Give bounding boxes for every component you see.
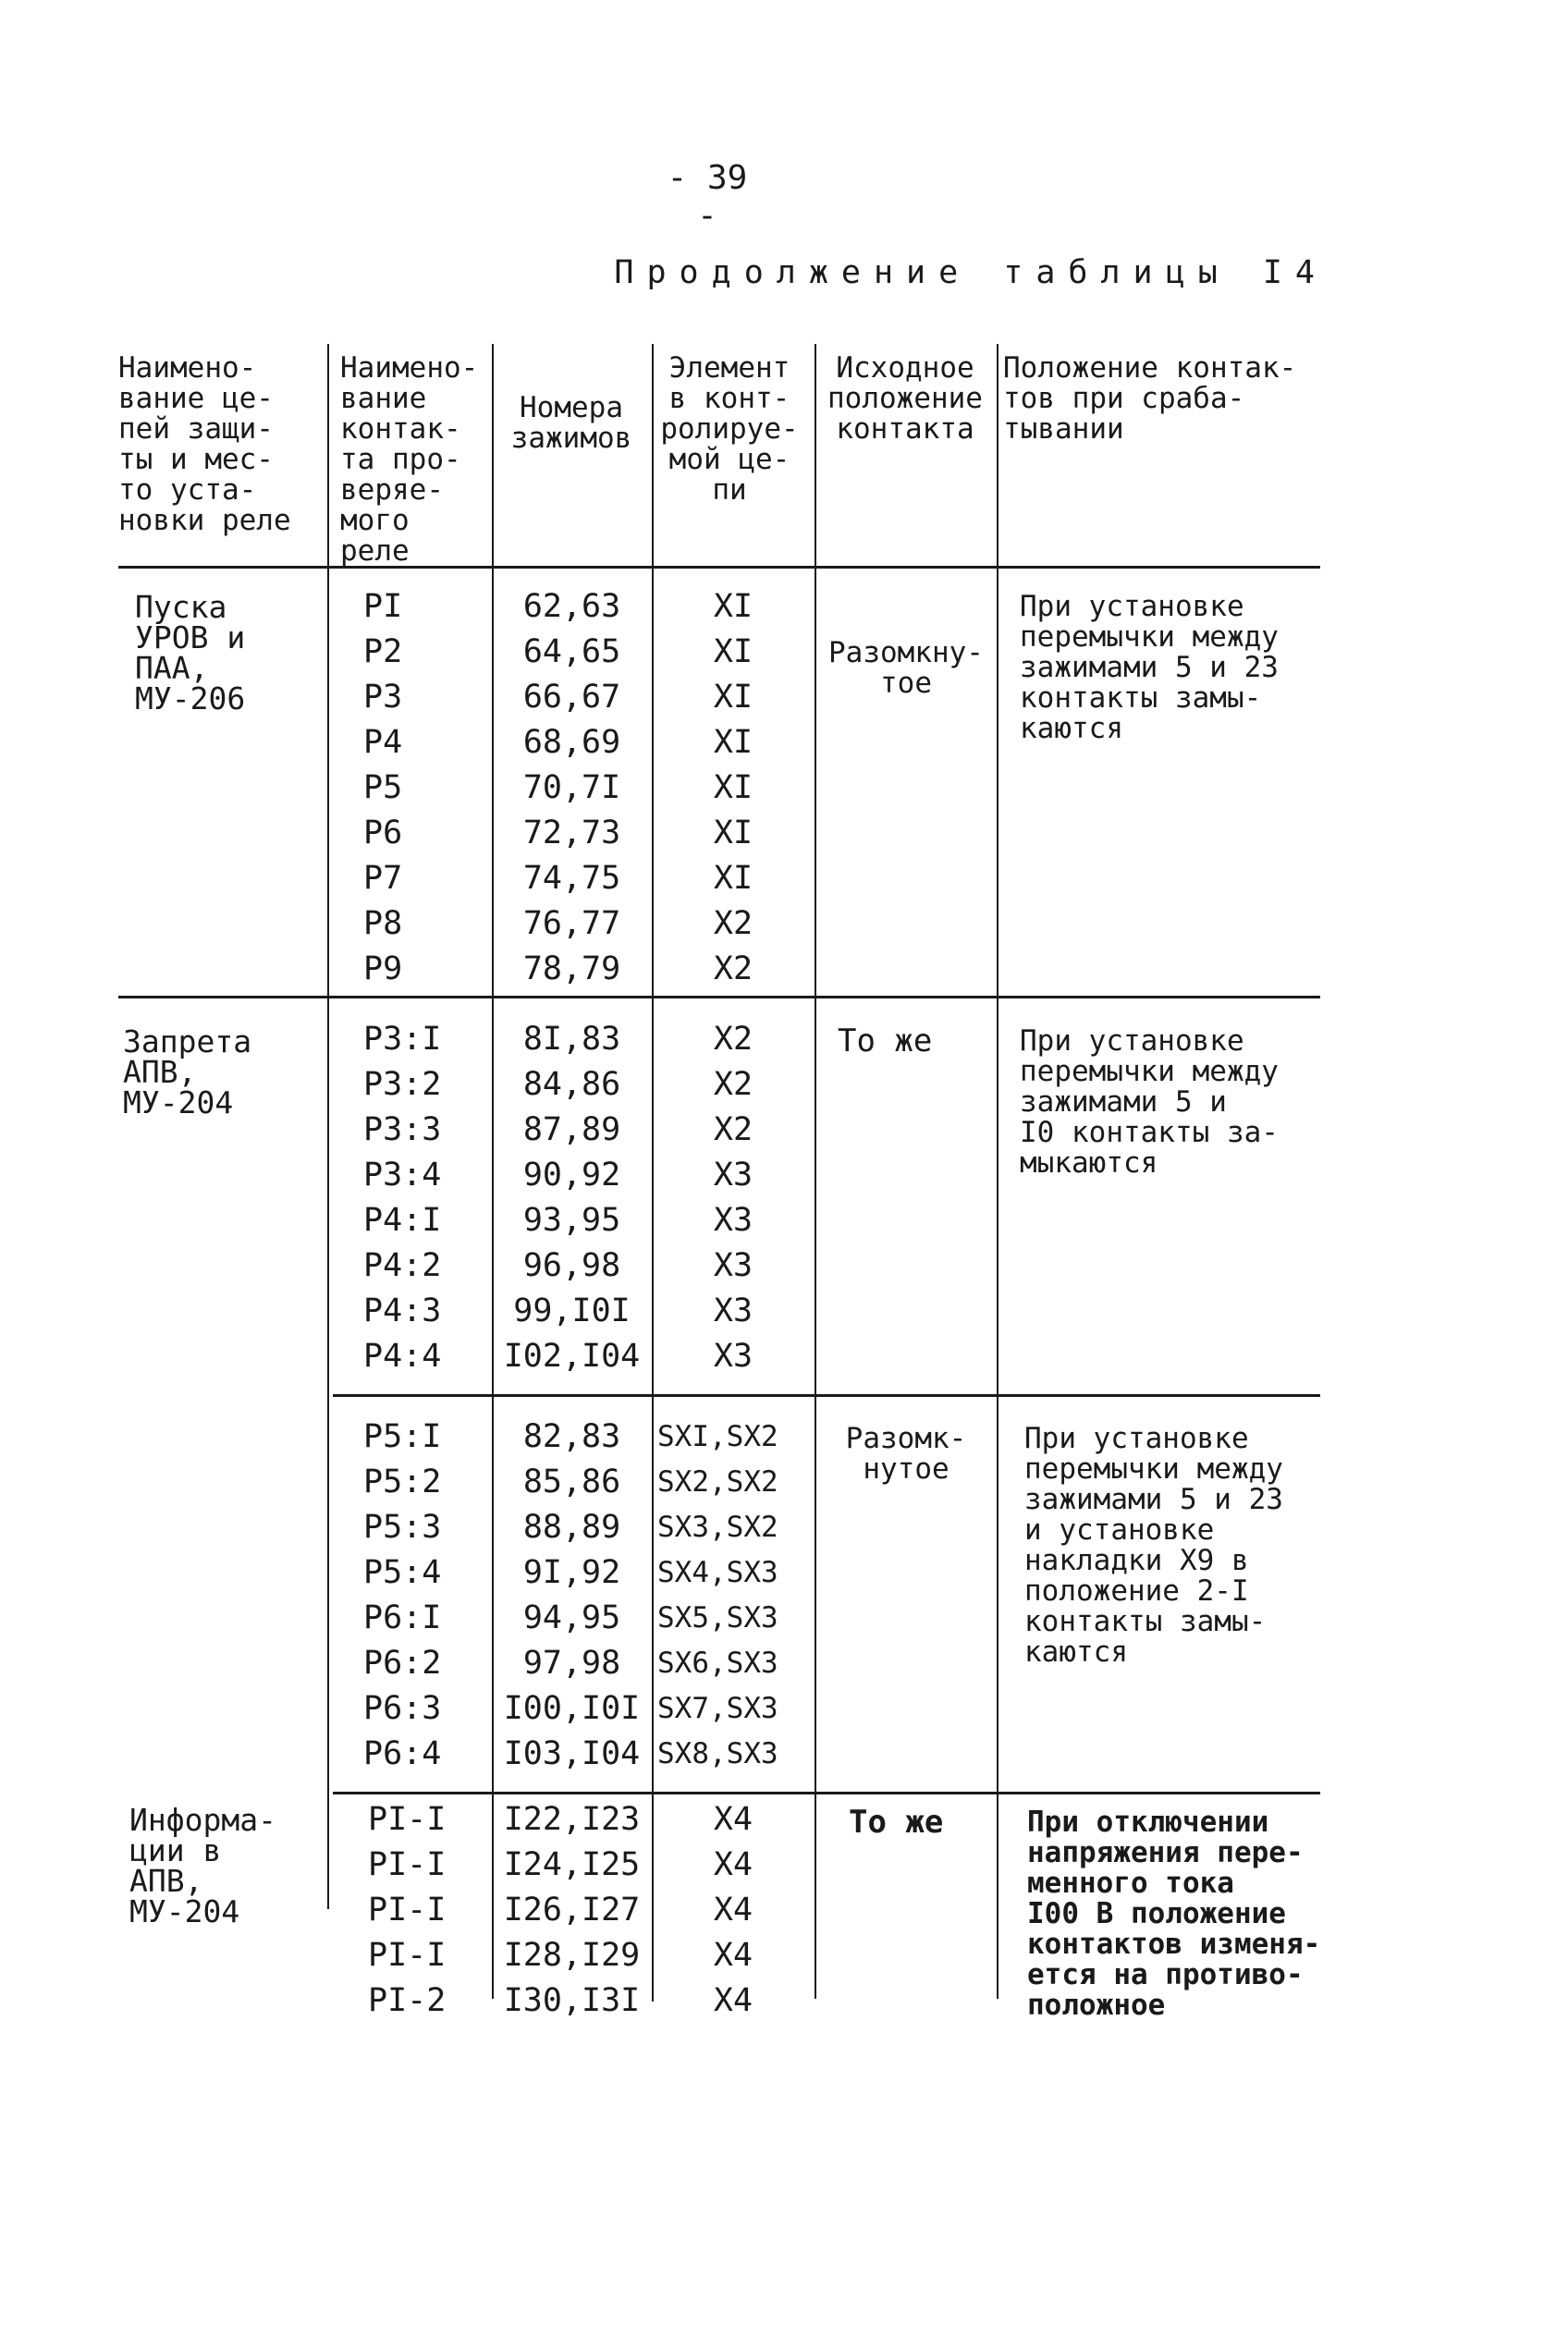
terminal-cell: I02,I04 <box>503 1338 641 1375</box>
contact-cell: P4:I <box>363 1202 442 1239</box>
operated-position: При установке перемычки между зажимами 5 и 23 контакты замы- каются <box>1020 590 1279 745</box>
element-cell: X4 <box>713 1846 753 1883</box>
column-divider <box>997 344 998 1999</box>
element-cell: X3 <box>713 1202 753 1239</box>
contact-cell: P6:3 <box>363 1690 442 1727</box>
element-cell: XI <box>713 633 753 670</box>
terminal-cell: 70,7I <box>522 769 621 806</box>
contact-cell: P2 <box>363 633 403 670</box>
element-cell: SX5,SX3 <box>657 1601 778 1635</box>
element-cell: X4 <box>713 1801 753 1838</box>
element-cell: X3 <box>713 1292 753 1329</box>
terminal-list <box>496 584 648 992</box>
contact-list <box>363 1017 441 1379</box>
terminal-cell: 64,65 <box>522 633 621 670</box>
contact-list <box>363 584 402 992</box>
element-cell: X3 <box>713 1338 753 1375</box>
element-cell: XI <box>713 588 753 625</box>
element-cell: X4 <box>713 1937 753 1974</box>
contact-cell: P9 <box>363 950 403 987</box>
terminal-cell: 96,98 <box>522 1247 621 1284</box>
operated-position: При установке перемычки между зажимами 5 и I0 контакты за- мыкаются <box>1020 1024 1279 1180</box>
column-divider <box>815 344 816 1999</box>
header-element: Элемент в конт- ролируе- мой це- пи <box>660 351 799 507</box>
contact-cell: P6:4 <box>363 1735 442 1772</box>
element-cell: SX6,SX3 <box>657 1647 778 1680</box>
contact-list <box>368 1797 446 2024</box>
element-cell: XI <box>713 814 753 851</box>
terminal-cell: 93,95 <box>522 1202 621 1239</box>
terminal-cell: 85,86 <box>522 1463 621 1500</box>
contact-cell: PI-I <box>368 1801 447 1838</box>
page-number: - 39 - <box>667 159 748 235</box>
contact-cell: PI-2 <box>368 1982 447 2019</box>
terminal-list <box>496 1017 648 1379</box>
element-cell: SXI,SX2 <box>657 1420 778 1453</box>
element-cell: XI <box>713 769 753 806</box>
contact-cell: P4:3 <box>363 1292 442 1329</box>
element-cell: SX7,SX3 <box>657 1692 778 1725</box>
section-rule <box>333 1792 1320 1794</box>
terminal-cell: 78,79 <box>522 950 621 987</box>
terminal-cell: I03,I04 <box>503 1735 641 1772</box>
terminal-cell: I24,I25 <box>503 1846 641 1883</box>
element-cell: SX2,SX2 <box>657 1465 778 1499</box>
terminal-cell: 8I,83 <box>522 1021 621 1058</box>
terminal-cell: 97,98 <box>522 1645 621 1682</box>
initial-position: То же <box>838 1023 933 1059</box>
terminal-cell: 68,69 <box>522 724 621 761</box>
contact-cell: P3:2 <box>363 1066 442 1103</box>
terminal-cell: 99,I0I <box>513 1292 631 1329</box>
contact-cell: PI <box>363 588 403 625</box>
element-cell: SX3,SX2 <box>657 1511 778 1544</box>
column-divider <box>492 344 494 1999</box>
element-cell: XI <box>713 724 753 761</box>
terminal-cell: 90,92 <box>522 1157 621 1194</box>
terminal-cell: 72,73 <box>522 814 621 851</box>
element-cell: SX8,SX3 <box>657 1737 778 1770</box>
element-cell: XI <box>713 860 753 897</box>
contact-cell: P5:2 <box>363 1463 442 1500</box>
table <box>118 0 1329 2339</box>
contact-cell: PI-I <box>368 1937 447 1974</box>
operated-position: При отключении напряжения пере- менного тока I00 В положение контактов изменя- ется на противо- положное <box>1027 1806 1321 2022</box>
initial-position: Разомкну- тое <box>828 636 984 700</box>
contact-cell: P3 <box>363 679 403 716</box>
terminal-cell: 74,75 <box>522 860 621 897</box>
terminal-cell: 76,77 <box>522 905 621 942</box>
terminal-cell: 66,67 <box>522 679 621 716</box>
table-caption: Продолжение таблицы I4 <box>614 254 1328 291</box>
terminal-cell: 87,89 <box>522 1111 621 1148</box>
contact-cell: PI-I <box>368 1892 447 1929</box>
contact-cell: P5 <box>363 769 403 806</box>
header-rule <box>118 566 1320 569</box>
terminal-list <box>496 1414 648 1777</box>
terminal-cell: 62,63 <box>522 588 621 625</box>
header-operated: Положение контак- тов при сраба- тывании <box>1003 351 1297 446</box>
circuit-name: Информа- ции в АПВ, МУ-204 <box>129 1802 276 1929</box>
terminal-cell: I30,I3I <box>503 1982 641 2019</box>
header-circuit: Наимено- вание це- пей защи- ты и мес- то уста- новки реле <box>118 351 291 537</box>
contact-cell: P3:I <box>363 1021 442 1058</box>
terminal-list <box>496 1797 648 2024</box>
element-list <box>655 1797 812 2024</box>
terminal-cell: I26,I27 <box>503 1892 641 1929</box>
terminal-cell: 88,89 <box>522 1509 621 1546</box>
element-cell: X3 <box>713 1247 753 1284</box>
terminal-cell: I28,I29 <box>503 1937 641 1974</box>
element-list <box>657 1414 813 1777</box>
contact-cell: P7 <box>363 860 403 897</box>
contact-cell: P3:3 <box>363 1111 442 1148</box>
contact-cell: P8 <box>363 905 403 942</box>
column-divider <box>652 344 654 2002</box>
contact-cell: P6:2 <box>363 1645 442 1682</box>
terminal-cell: 84,86 <box>522 1066 621 1103</box>
element-list <box>655 1017 812 1379</box>
element-list <box>655 584 812 992</box>
contact-cell: P3:4 <box>363 1157 442 1194</box>
contact-list <box>363 1414 441 1777</box>
circuit-name: Пуска УРОВ и ПАА, МУ-206 <box>135 589 246 716</box>
element-cell: X2 <box>713 905 753 942</box>
header-terminals: Номера зажимов <box>510 391 632 455</box>
operated-position: При установке перемычки между зажимами 5 и 23 и установке накладки X9 в положение 2-I контакты замы- каются <box>1024 1422 1283 1669</box>
element-cell: X2 <box>713 1021 753 1058</box>
terminal-cell: 9I,92 <box>522 1554 621 1591</box>
element-cell: X4 <box>713 1892 753 1929</box>
section-rule <box>118 996 1320 998</box>
header-initial: Исходное положение контакта <box>827 351 983 446</box>
header-contact: Наимено- вание контак- та про- веряе- мого реле <box>340 351 479 568</box>
contact-cell: P6:I <box>363 1599 442 1636</box>
terminal-cell: 82,83 <box>522 1418 621 1455</box>
circuit-name: Запрета АПВ, МУ-204 <box>123 1023 252 1121</box>
contact-cell: P4:2 <box>363 1247 442 1284</box>
element-cell: X2 <box>713 1066 753 1103</box>
contact-cell: P4 <box>363 724 403 761</box>
terminal-cell: I00,I0I <box>503 1690 641 1727</box>
terminal-cell: I22,I23 <box>503 1801 641 1838</box>
contact-cell: P5:4 <box>363 1554 442 1591</box>
element-cell: SX4,SX3 <box>657 1556 778 1589</box>
element-cell: X3 <box>713 1157 753 1194</box>
terminal-cell: 94,95 <box>522 1599 621 1636</box>
initial-position: То же <box>849 1804 944 1841</box>
initial-position: Разомк- нутое <box>845 1422 967 1486</box>
contact-cell: P4:4 <box>363 1338 442 1375</box>
contact-cell: P5:3 <box>363 1509 442 1546</box>
contact-cell: P6 <box>363 814 403 851</box>
element-cell: XI <box>713 679 753 716</box>
section-rule <box>333 1394 1320 1397</box>
column-divider <box>327 344 329 1909</box>
element-cell: X2 <box>713 950 753 987</box>
contact-cell: PI-I <box>368 1846 447 1883</box>
contact-cell: P5:I <box>363 1418 442 1455</box>
element-cell: X4 <box>713 1982 753 2019</box>
element-cell: X2 <box>713 1111 753 1148</box>
